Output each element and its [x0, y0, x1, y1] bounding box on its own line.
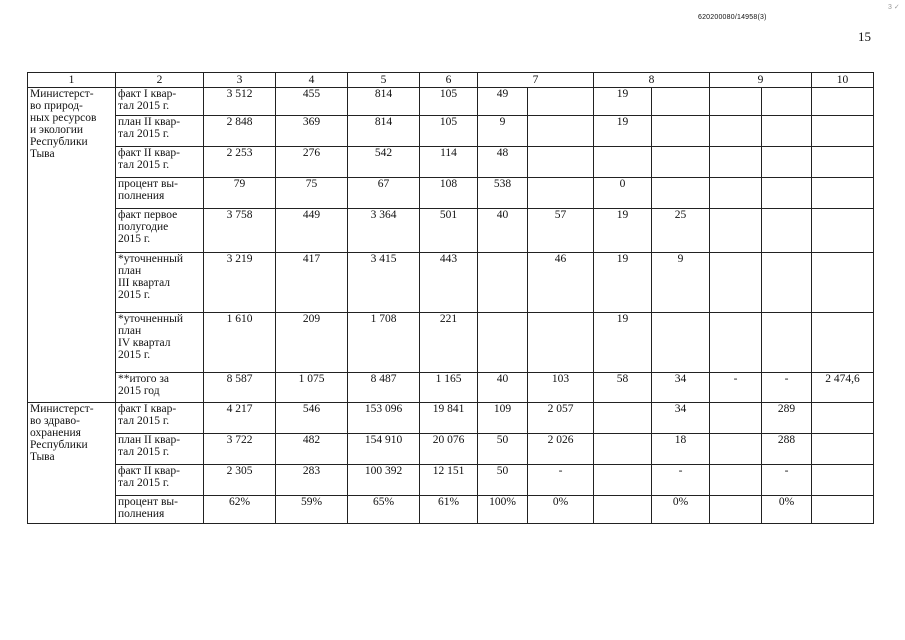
indicator-line: IV квартал — [118, 337, 171, 349]
table-row — [28, 209, 874, 253]
indicator-line: тал 2015 г. — [118, 415, 170, 427]
col-7b-value: 2 026 — [528, 434, 594, 465]
indicator-line: тал 2015 г. — [118, 446, 170, 458]
col-9b-value: 288 — [762, 434, 812, 465]
col-header-1: 1 — [28, 73, 116, 88]
col-10-value — [812, 496, 874, 524]
col-9a-value — [710, 465, 762, 496]
col-10-value — [812, 403, 874, 434]
col-7b-value: 57 — [528, 209, 594, 253]
col-9a-value — [710, 147, 762, 178]
col-7b-value — [528, 88, 594, 116]
agency-line: и экологии — [30, 124, 84, 136]
col-7a-value: 48 — [478, 147, 528, 178]
indicator-line: факт II квар- — [118, 147, 180, 159]
col-9a-value — [710, 496, 762, 524]
col-9b-value — [762, 116, 812, 147]
indicator-line: 2015 г. — [118, 289, 151, 301]
indicator-line: *уточненный — [118, 313, 184, 325]
col-8b-value — [652, 88, 710, 116]
indicator-cell — [116, 465, 204, 496]
col-9b-value — [762, 209, 812, 253]
document-code: 620200080/14958(3) — [698, 14, 767, 21]
col-5-value: 542 — [348, 147, 420, 178]
col-9a-value — [710, 209, 762, 253]
col-8a-value — [594, 403, 652, 434]
col-10-value — [812, 465, 874, 496]
column-number-row — [28, 73, 874, 88]
col-4-value: 417 — [276, 253, 348, 313]
indicator-line: процент вы- — [118, 496, 178, 508]
col-3-value: 3 219 — [204, 253, 276, 313]
col-6-value: 221 — [420, 313, 478, 373]
col-10-value — [812, 434, 874, 465]
col-9a-value — [710, 253, 762, 313]
indicator-line: III квартал — [118, 277, 171, 289]
col-9b-value: 0% — [762, 496, 812, 524]
col-header-6: 6 — [420, 73, 478, 88]
col-10-value — [812, 178, 874, 209]
col-3-value: 8 587 — [204, 373, 276, 403]
indicator-line: процент вы- — [118, 178, 178, 190]
page-number: 15 — [858, 29, 871, 44]
indicator-cell — [116, 253, 204, 313]
col-8a-value: 19 — [594, 116, 652, 147]
col-8b-value: 0% — [652, 496, 710, 524]
indicator-cell — [116, 313, 204, 373]
indicator-line: *уточненный — [118, 253, 184, 265]
table-row — [28, 373, 874, 403]
col-8a-value: 0 — [594, 178, 652, 209]
col-header-9: 9 — [710, 73, 812, 88]
agency-line: Республики — [30, 136, 88, 148]
indicator-cell — [116, 403, 204, 434]
indicator-line: тал 2015 г. — [118, 100, 170, 112]
indicator-line: план II квар- — [118, 434, 181, 446]
col-7a-value — [478, 313, 528, 373]
indicator-line: полугодие — [118, 221, 169, 233]
col-8a-value: 19 — [594, 88, 652, 116]
table-row — [28, 147, 874, 178]
col-5-value: 65% — [348, 496, 420, 524]
table-row — [28, 88, 874, 116]
col-10-value — [812, 209, 874, 253]
col-8a-value — [594, 465, 652, 496]
col-7a-value: 538 — [478, 178, 528, 209]
agency-cell — [28, 403, 116, 524]
col-6-value: 12 151 — [420, 465, 478, 496]
table-row — [28, 403, 874, 434]
agency-line: Тыва — [30, 148, 55, 160]
col-9b-value — [762, 147, 812, 178]
col-9b-value: 289 — [762, 403, 812, 434]
col-5-value: 814 — [348, 116, 420, 147]
col-header-4: 4 — [276, 73, 348, 88]
col-10-value — [812, 88, 874, 116]
col-7a-value: 40 — [478, 373, 528, 403]
col-9b-value — [762, 313, 812, 373]
col-9b-value — [762, 178, 812, 209]
col-6-value: 20 076 — [420, 434, 478, 465]
indicator-line: полнения — [118, 190, 165, 202]
agency-cell — [28, 88, 116, 403]
col-5-value: 3 415 — [348, 253, 420, 313]
col-3-value: 1 610 — [204, 313, 276, 373]
col-6-value: 108 — [420, 178, 478, 209]
col-10-value: 2 474,6 — [812, 373, 874, 403]
table-row — [28, 313, 874, 373]
agency-line: Тыва — [30, 451, 55, 463]
col-3-value: 2 848 — [204, 116, 276, 147]
col-8b-value: 34 — [652, 403, 710, 434]
table-row — [28, 253, 874, 313]
indicator-cell — [116, 496, 204, 524]
col-7b-value — [528, 313, 594, 373]
col-7a-value: 100% — [478, 496, 528, 524]
col-6-value: 105 — [420, 88, 478, 116]
col-6-value: 105 — [420, 116, 478, 147]
col-header-2: 2 — [116, 73, 204, 88]
col-9a-value — [710, 434, 762, 465]
indicator-cell — [116, 434, 204, 465]
col-3-value: 3 758 — [204, 209, 276, 253]
col-7a-value — [478, 253, 528, 313]
col-4-value: 449 — [276, 209, 348, 253]
col-7b-value: 0% — [528, 496, 594, 524]
col-8a-value: 19 — [594, 313, 652, 373]
indicator-line: факт I квар- — [118, 88, 177, 100]
col-4-value: 283 — [276, 465, 348, 496]
col-8b-value: - — [652, 465, 710, 496]
col-7b-value: 46 — [528, 253, 594, 313]
indicator-line: план — [118, 265, 142, 277]
col-header-5: 5 — [348, 73, 420, 88]
agency-line: ных ресурсов — [30, 112, 97, 124]
col-3-value: 3 722 — [204, 434, 276, 465]
col-5-value: 1 708 — [348, 313, 420, 373]
indicator-line: факт I квар- — [118, 403, 177, 415]
agency-line: Республики — [30, 439, 88, 451]
col-8b-value — [652, 147, 710, 178]
col-7a-value: 40 — [478, 209, 528, 253]
indicator-line: 2015 г. — [118, 233, 151, 245]
col-header-7: 7 — [478, 73, 594, 88]
col-8a-value — [594, 496, 652, 524]
col-4-value: 455 — [276, 88, 348, 116]
col-9b-value: - — [762, 373, 812, 403]
agency-line: охранения — [30, 427, 81, 439]
col-7a-value: 109 — [478, 403, 528, 434]
col-9b-value: - — [762, 465, 812, 496]
indicator-cell — [116, 88, 204, 116]
col-7b-value: - — [528, 465, 594, 496]
col-8b-value: 18 — [652, 434, 710, 465]
col-5-value: 3 364 — [348, 209, 420, 253]
col-8b-value: 9 — [652, 253, 710, 313]
col-3-value: 4 217 — [204, 403, 276, 434]
col-10-value — [812, 313, 874, 373]
col-7b-value: 2 057 — [528, 403, 594, 434]
col-4-value: 369 — [276, 116, 348, 147]
table-row — [28, 178, 874, 209]
col-6-value: 61% — [420, 496, 478, 524]
col-4-value: 1 075 — [276, 373, 348, 403]
col-7b-value — [528, 178, 594, 209]
col-6-value: 1 165 — [420, 373, 478, 403]
col-8a-value — [594, 147, 652, 178]
table-row — [28, 116, 874, 147]
indicator-line: тал 2015 г. — [118, 128, 170, 140]
col-10-value — [812, 147, 874, 178]
col-5-value: 67 — [348, 178, 420, 209]
col-6-value: 19 841 — [420, 403, 478, 434]
col-3-value: 62% — [204, 496, 276, 524]
col-8b-value: 25 — [652, 209, 710, 253]
col-6-value: 501 — [420, 209, 478, 253]
col-header-8: 8 — [594, 73, 710, 88]
col-3-value: 2 253 — [204, 147, 276, 178]
indicator-line: **итого за — [118, 373, 169, 385]
col-8b-value: 34 — [652, 373, 710, 403]
col-9a-value — [710, 178, 762, 209]
indicator-line: тал 2015 г. — [118, 159, 170, 171]
table-row — [28, 465, 874, 496]
col-8a-value: 19 — [594, 209, 652, 253]
col-4-value: 546 — [276, 403, 348, 434]
col-5-value: 8 487 — [348, 373, 420, 403]
col-8b-value — [652, 313, 710, 373]
col-4-value: 276 — [276, 147, 348, 178]
indicator-cell — [116, 209, 204, 253]
col-5-value: 154 910 — [348, 434, 420, 465]
col-4-value: 209 — [276, 313, 348, 373]
indicator-cell — [116, 116, 204, 147]
indicator-line: план II квар- — [118, 116, 181, 128]
indicator-line: 2015 год — [118, 385, 160, 397]
col-3-value: 2 305 — [204, 465, 276, 496]
col-9a-value — [710, 313, 762, 373]
col-7a-value: 9 — [478, 116, 528, 147]
col-8a-value: 58 — [594, 373, 652, 403]
agency-line: во природ- — [30, 100, 83, 112]
col-3-value: 79 — [204, 178, 276, 209]
col-8b-value — [652, 116, 710, 147]
col-9a-value: - — [710, 373, 762, 403]
col-4-value: 482 — [276, 434, 348, 465]
indicator-cell — [116, 178, 204, 209]
col-4-value: 75 — [276, 178, 348, 209]
col-5-value: 100 392 — [348, 465, 420, 496]
agency-line: во здраво- — [30, 415, 80, 427]
col-7a-value: 50 — [478, 434, 528, 465]
table-row — [28, 434, 874, 465]
col-9a-value — [710, 116, 762, 147]
col-7b-value — [528, 147, 594, 178]
indicator-line: план — [118, 325, 142, 337]
col-7b-value — [528, 116, 594, 147]
indicator-cell — [116, 147, 204, 178]
indicator-line: полнения — [118, 508, 165, 520]
col-6-value: 443 — [420, 253, 478, 313]
col-5-value: 153 096 — [348, 403, 420, 434]
col-8a-value: 19 — [594, 253, 652, 313]
indicator-cell — [116, 373, 204, 403]
col-5-value: 814 — [348, 88, 420, 116]
indicator-line: факт II квар- — [118, 465, 180, 477]
data-table — [27, 72, 874, 524]
col-9b-value — [762, 253, 812, 313]
indicator-line: факт первое — [118, 209, 178, 221]
col-9b-value — [762, 88, 812, 116]
table-row — [28, 496, 874, 524]
indicator-line: тал 2015 г. — [118, 477, 170, 489]
col-3-value: 3 512 — [204, 88, 276, 116]
col-10-value — [812, 116, 874, 147]
col-7a-value: 49 — [478, 88, 528, 116]
col-6-value: 114 — [420, 147, 478, 178]
col-10-value — [812, 253, 874, 313]
indicator-line: 2015 г. — [118, 349, 151, 361]
agency-line: Министерст- — [30, 88, 94, 100]
col-7a-value: 50 — [478, 465, 528, 496]
col-header-3: 3 — [204, 73, 276, 88]
corner-mark: 3 ✓ — [888, 4, 900, 11]
col-header-10: 10 — [812, 73, 874, 88]
col-4-value: 59% — [276, 496, 348, 524]
col-8a-value — [594, 434, 652, 465]
col-7b-value: 103 — [528, 373, 594, 403]
col-8b-value — [652, 178, 710, 209]
agency-line: Министерст- — [30, 403, 94, 415]
col-9a-value — [710, 88, 762, 116]
col-9a-value — [710, 403, 762, 434]
